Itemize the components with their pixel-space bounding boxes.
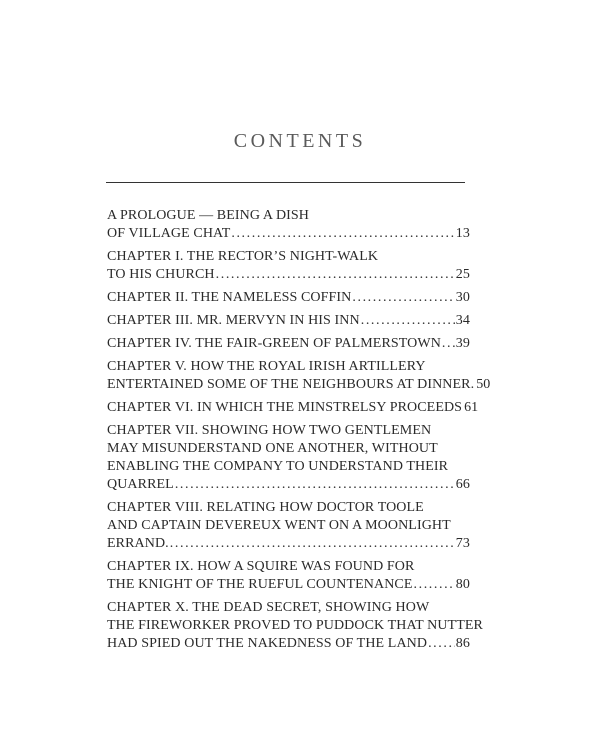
toc-entry-line: CHAPTER IX. HOW A SQUIRE WAS FOUND FOR bbox=[107, 559, 415, 574]
toc-entry-last-line bbox=[107, 635, 470, 653]
toc-entry bbox=[107, 207, 470, 243]
toc-entry-last-line bbox=[107, 376, 491, 394]
toc-page-number: 39 bbox=[455, 336, 470, 351]
toc-page-number: 13 bbox=[455, 226, 470, 241]
toc-entry-line: ENTERTAINED SOME OF THE NEIGHBOURS AT DINNER. bbox=[107, 377, 475, 392]
toc-entry-line: CHAPTER IV. THE FAIR-GREEN OF PALMERSTOWN bbox=[107, 336, 441, 351]
dot-leader bbox=[428, 635, 455, 653]
toc-entry-last-line bbox=[107, 576, 470, 594]
toc-entry bbox=[107, 335, 470, 353]
toc-entry-line: QUARREL bbox=[107, 477, 174, 492]
toc-entry-line: MAY MISUNDERSTAND ONE ANOTHER, WITHOUT bbox=[107, 441, 438, 456]
dot-leader bbox=[170, 535, 455, 553]
toc-entry bbox=[107, 422, 470, 494]
toc-entry-last-line bbox=[107, 335, 470, 353]
title-divider bbox=[106, 182, 465, 183]
toc-entry-last-line bbox=[107, 312, 470, 330]
toc-entry-line: ENABLING THE COMPANY TO UNDERSTAND THEIR bbox=[107, 459, 449, 474]
toc-entry-last-line bbox=[107, 266, 470, 284]
toc-entry-line: OF VILLAGE CHAT bbox=[107, 226, 231, 241]
toc-entry-line: ERRAND. bbox=[107, 536, 169, 551]
toc-entry-line: CHAPTER VIII. RELATING HOW DOCTOR TOOLE bbox=[107, 500, 424, 515]
toc-entry-last-line bbox=[107, 225, 470, 243]
toc-entry-line: THE FIREWORKER PROVED TO PUDDOCK THAT NUTTER bbox=[107, 618, 483, 633]
dot-leader bbox=[442, 335, 455, 353]
dot-leader bbox=[175, 476, 455, 494]
toc-entry-last-line bbox=[107, 399, 479, 417]
toc-entry-line: CHAPTER V. HOW THE ROYAL IRISH ARTILLERY bbox=[107, 359, 426, 374]
page-title: CONTENTS bbox=[233, 130, 367, 152]
toc-entry-line: CHAPTER VII. SHOWING HOW TWO GENTLEMEN bbox=[107, 423, 432, 438]
dot-leader bbox=[414, 576, 455, 594]
toc-entry-line: AND CAPTAIN DEVEREUX WENT ON A MOONLIGHT bbox=[107, 518, 451, 533]
toc-entry bbox=[107, 499, 470, 553]
dot-leader bbox=[352, 289, 454, 307]
toc-entry-line: CHAPTER I. THE RECTOR’S NIGHT-WALK bbox=[107, 249, 379, 264]
toc-entry bbox=[107, 289, 470, 307]
dot-leader bbox=[231, 225, 454, 243]
toc-page-number: 80 bbox=[455, 577, 470, 592]
toc-entry bbox=[107, 399, 479, 417]
toc-entry-line: HAD SPIED OUT THE NAKEDNESS OF THE LAND bbox=[107, 636, 428, 651]
toc-entry-line: CHAPTER II. THE NAMELESS COFFIN bbox=[107, 290, 352, 305]
toc-page-number: 61 bbox=[464, 400, 479, 415]
toc-entry-last-line bbox=[107, 289, 470, 307]
toc-page-number: 50 bbox=[476, 377, 491, 392]
table-of-contents bbox=[107, 207, 491, 658]
dot-leader bbox=[216, 266, 455, 284]
toc-page-number: 73 bbox=[455, 536, 470, 551]
toc-entry-last-line bbox=[107, 535, 470, 553]
toc-entry bbox=[107, 358, 491, 394]
toc-entry-line: THE KNIGHT OF THE RUEFUL COUNTENANCE bbox=[107, 577, 413, 592]
toc-entry-line: A PROLOGUE — BEING A DISH bbox=[107, 208, 310, 223]
dot-leader bbox=[361, 312, 455, 330]
toc-entry bbox=[107, 312, 470, 330]
toc-entry-line: CHAPTER III. MR. MERVYN IN HIS INN bbox=[107, 313, 360, 328]
toc-page-number: 30 bbox=[455, 290, 470, 305]
toc-entry bbox=[107, 599, 483, 653]
toc-page-number: 25 bbox=[455, 267, 470, 282]
toc-entry-line: CHAPTER VI. IN WHICH THE MINSTRELSY PROCEEDS bbox=[107, 400, 463, 415]
toc-entry bbox=[107, 558, 470, 594]
toc-entry-line: CHAPTER X. THE DEAD SECRET, SHOWING HOW bbox=[107, 600, 430, 615]
toc-page-number: 86 bbox=[455, 636, 470, 651]
toc-page-number: 66 bbox=[455, 477, 470, 492]
toc-entry-line: TO HIS CHURCH bbox=[107, 267, 215, 282]
toc-entry-last-line bbox=[107, 476, 470, 494]
toc-page-number: 34 bbox=[455, 313, 470, 328]
toc-entry bbox=[107, 248, 470, 284]
